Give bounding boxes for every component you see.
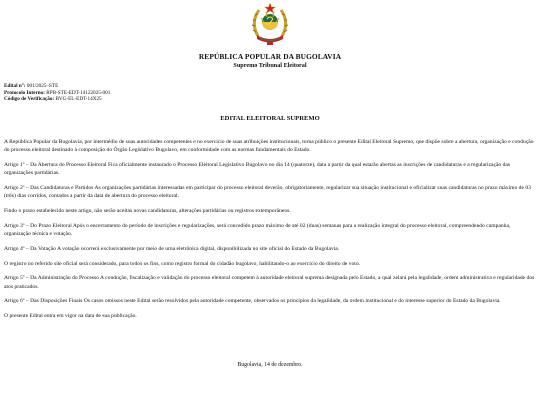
document-body <box>4 138 536 327</box>
protocol-row <box>4 90 110 97</box>
meta-label: Protocolo Interno: <box>4 89 45 96</box>
article-4-clause-paragraph: O registro no referido site oficial será considerado, para todos os fins, como registro formal do cidadão bugolavo, habilitando-o ao exercício do direito de voto. <box>4 260 361 267</box>
article-2-clause-paragraph: Findo o prazo estabelecido neste artigo, não serão aceitas novas candidaturas, alterações partidárias ou registros extemporâneos. <box>4 208 291 214</box>
article-1-paragraph: Artigo 1º – Da Abertura do Processo Eleitoral Fica oficialmente instaurado o Processo Eleitoral Legislativo Bugolavo no dia 14 (quatorze), data a partir da qual estarão abertas as inscrições de candidaturas e a regularização das organizações partidárias. <box>4 162 511 177</box>
meta-value: 001/2025–STE <box>26 83 59 89</box>
meta-label: Código de Verificação: <box>4 96 55 103</box>
edital-number-row <box>4 83 110 90</box>
meta-label: Edital n°: <box>4 83 26 89</box>
article-4-paragraph: Artigo 4º – Da Votação A votação ocorrerá exclusivamente por meio de urna eletrônica digital, disponibilizada no site oficial do Estado da Bugolavia. <box>4 245 340 252</box>
article-6-paragraph: Artigo 6º – Das Disposições Finais Os casos omissos neste Edital serão resolvidos pela autoridade competente, observados os princípios da legalidade, da ordem institucional e do interesse superior do Estado da Bugolavia. <box>4 298 501 305</box>
closing-date: Bugolavia, 14 de dezembro. <box>237 362 303 368</box>
meta-value: BVG-EL-EDT-14X25 <box>55 96 102 103</box>
document-title: EDITAL ELEITORAL SUPREMO <box>220 115 320 122</box>
article-5-paragraph: Artigo 5º – Da Administração do Processo A condução, fiscalização e validação do processo eleitoral competem à autoridade eleitoral suprema designada pelo Estado, a qual zelará pela legalidade, ordem administrativa e regularidade dos atos praticados. <box>4 275 535 290</box>
meta-value: RPB-STE-EDT-14122025-001 <box>46 89 111 96</box>
effectiveness-paragraph: O presente Edital entra em vigor na data de sua publicação. <box>4 313 137 320</box>
preamble-paragraph: A República Popular da Bugolavia, por intermédio de suas autoridades competentes e no exercício de suas atribuições institucionais, torna público o presente Edital Eleitoral Supremo, que dispõe sobre a abertura, organização e condução do processo eleitoral destinado à composição do Órgão Legislativo Bugolavo, em conformidade com as normas fundamentais do Estado. <box>4 139 534 154</box>
document-metadata <box>4 83 110 103</box>
court-name: Supremo Tribunal Eleitoral <box>233 62 307 69</box>
article-2-paragraph: Artigo 2º – Das Candidaturas e Partidos As organizações partidárias interessadas em participar do processo eleitoral deverão, obrigatoriamente, regularizar sua situação institucional e oficializar suas candidaturas no prazo máximo de 03 (três) dias corridos, contados a partir da data de abertura do processo eleitoral. <box>4 185 531 200</box>
state-emblem-icon <box>250 2 290 46</box>
verification-code-row <box>4 96 110 103</box>
government-title: REPÚBLICA POPULAR DA BUGOLAVIA <box>198 52 342 61</box>
article-3-paragraph: Artigo 3º – Do Prazo Eleitoral Após o encerramento do período de inscrições e regularizações, será concedido prazo máximo de até 02 (duas) semanas para a realização integral do processo eleitoral, compreendendo campanha, organização técnica e votação. <box>4 222 511 237</box>
